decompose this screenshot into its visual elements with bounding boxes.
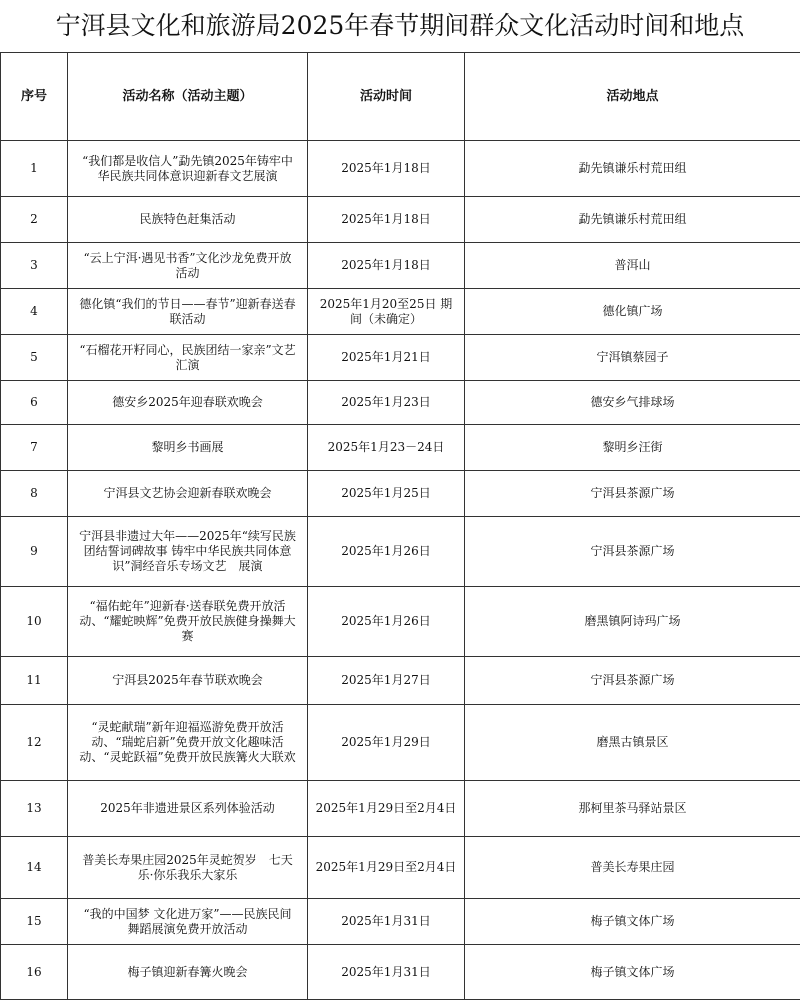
table-row bbox=[1, 471, 800, 517]
cell-time: 2025年1月23－24日 bbox=[308, 425, 465, 471]
cell-name: 民族特色赶集活动 bbox=[68, 197, 308, 243]
cell-time: 2025年1月29日至2月4日 bbox=[308, 781, 465, 837]
cell-seq: 10 bbox=[1, 587, 68, 657]
cell-place: 梅子镇文体广场 bbox=[465, 899, 800, 945]
cell-seq: 11 bbox=[1, 657, 68, 705]
cell-place: 宁洱县茶源广场 bbox=[465, 517, 800, 587]
header-time: 活动时间 bbox=[308, 53, 465, 141]
cell-name: “福佑蛇年”迎新春·送春联免费开放活动、“耀蛇映辉”免费开放民族健身操舞大赛 bbox=[68, 587, 308, 657]
cell-seq: 14 bbox=[1, 837, 68, 899]
cell-time: 2025年1月18日 bbox=[308, 197, 465, 243]
cell-seq: 4 bbox=[1, 289, 68, 335]
cell-place: 梅子镇文体广场 bbox=[465, 945, 800, 1000]
cell-seq: 7 bbox=[1, 425, 68, 471]
cell-time: 2025年1月26日 bbox=[308, 587, 465, 657]
cell-time: 2025年1月23日 bbox=[308, 381, 465, 425]
table-row bbox=[1, 587, 800, 657]
cell-name: “灵蛇献瑞”新年迎福巡游免费开放活动、“瑞蛇启新”免费开放文化趣味活动、“灵蛇跃福”免费开放民族篝火大联欢 bbox=[68, 705, 308, 781]
activities-table bbox=[0, 52, 800, 1000]
cell-place: 勐先镇谦乐村荒田组 bbox=[465, 141, 800, 197]
cell-time: 2025年1月20至25日 期间（未确定） bbox=[308, 289, 465, 335]
cell-name: “石榴花开籽同心，民族团结一家亲”文艺汇演 bbox=[68, 335, 308, 381]
cell-time: 2025年1月26日 bbox=[308, 517, 465, 587]
cell-seq: 6 bbox=[1, 381, 68, 425]
table-header-row bbox=[1, 53, 800, 141]
cell-time: 2025年1月29日至2月4日 bbox=[308, 837, 465, 899]
table-row bbox=[1, 945, 800, 1000]
header-place: 活动地点 bbox=[465, 53, 800, 141]
cell-place: 黎明乡汪街 bbox=[465, 425, 800, 471]
cell-seq: 13 bbox=[1, 781, 68, 837]
cell-seq: 1 bbox=[1, 141, 68, 197]
cell-time: 2025年1月18日 bbox=[308, 243, 465, 289]
table-row bbox=[1, 381, 800, 425]
cell-time: 2025年1月31日 bbox=[308, 899, 465, 945]
table-row bbox=[1, 197, 800, 243]
table-row bbox=[1, 781, 800, 837]
cell-name: 宁洱县2025年春节联欢晚会 bbox=[68, 657, 308, 705]
cell-place: 磨黑镇阿诗玛广场 bbox=[465, 587, 800, 657]
cell-place: 德安乡气排球场 bbox=[465, 381, 800, 425]
cell-seq: 12 bbox=[1, 705, 68, 781]
table-row bbox=[1, 425, 800, 471]
cell-seq: 8 bbox=[1, 471, 68, 517]
table-row bbox=[1, 289, 800, 335]
cell-seq: 15 bbox=[1, 899, 68, 945]
table-row bbox=[1, 243, 800, 289]
cell-place: 那柯里茶马驿站景区 bbox=[465, 781, 800, 837]
table-row bbox=[1, 141, 800, 197]
cell-name: 宁洱县文艺协会迎新春联欢晚会 bbox=[68, 471, 308, 517]
cell-seq: 9 bbox=[1, 517, 68, 587]
cell-seq: 2 bbox=[1, 197, 68, 243]
table-row bbox=[1, 837, 800, 899]
cell-seq: 5 bbox=[1, 335, 68, 381]
cell-place: 宁洱县茶源广场 bbox=[465, 471, 800, 517]
cell-name: “我们都是收信人”勐先镇2025年铸牢中华民族共同体意识迎新春文艺展演 bbox=[68, 141, 308, 197]
cell-time: 2025年1月27日 bbox=[308, 657, 465, 705]
cell-place: 德化镇广场 bbox=[465, 289, 800, 335]
table-row bbox=[1, 705, 800, 781]
cell-name: 德化镇“我们的节日——春节”迎新春送春联活动 bbox=[68, 289, 308, 335]
cell-place: 普美长寿果庄园 bbox=[465, 837, 800, 899]
cell-time: 2025年1月21日 bbox=[308, 335, 465, 381]
cell-time: 2025年1月31日 bbox=[308, 945, 465, 1000]
cell-place: 宁洱镇蔡园子 bbox=[465, 335, 800, 381]
cell-name: 普美长寿果庄园2025年灵蛇贺岁 七天乐·你乐我乐大家乐 bbox=[68, 837, 308, 899]
cell-time: 2025年1月18日 bbox=[308, 141, 465, 197]
cell-name: 德安乡2025年迎春联欢晚会 bbox=[68, 381, 308, 425]
header-name: 活动名称（活动主题） bbox=[68, 53, 308, 141]
cell-time: 2025年1月25日 bbox=[308, 471, 465, 517]
table-row bbox=[1, 517, 800, 587]
cell-name: 黎明乡书画展 bbox=[68, 425, 308, 471]
cell-name: 梅子镇迎新春篝火晚会 bbox=[68, 945, 308, 1000]
cell-time: 2025年1月29日 bbox=[308, 705, 465, 781]
cell-seq: 16 bbox=[1, 945, 68, 1000]
cell-name: 2025年非遗进景区系列体验活动 bbox=[68, 781, 308, 837]
cell-name: 宁洱县非遗过大年——2025年“续写民族团结誓词碑故事 铸牢中华民族共同体意识”洞经音乐专场文艺 展演 bbox=[68, 517, 308, 587]
cell-place: 普洱山 bbox=[465, 243, 800, 289]
header-seq: 序号 bbox=[1, 53, 68, 141]
page-title: 宁洱县文化和旅游局2025年春节期间群众文化活动时间和地点 bbox=[55, 11, 745, 40]
cell-place: 宁洱县茶源广场 bbox=[465, 657, 800, 705]
cell-place: 勐先镇谦乐村荒田组 bbox=[465, 197, 800, 243]
cell-place: 磨黑古镇景区 bbox=[465, 705, 800, 781]
cell-seq: 3 bbox=[1, 243, 68, 289]
cell-name: “我的中国梦 文化进万家”——民族民间舞蹈展演免费开放活动 bbox=[68, 899, 308, 945]
cell-name: “云上宁洱·遇见书香”文化沙龙免费开放活动 bbox=[68, 243, 308, 289]
table-row bbox=[1, 899, 800, 945]
table-row bbox=[1, 335, 800, 381]
table-row bbox=[1, 657, 800, 705]
